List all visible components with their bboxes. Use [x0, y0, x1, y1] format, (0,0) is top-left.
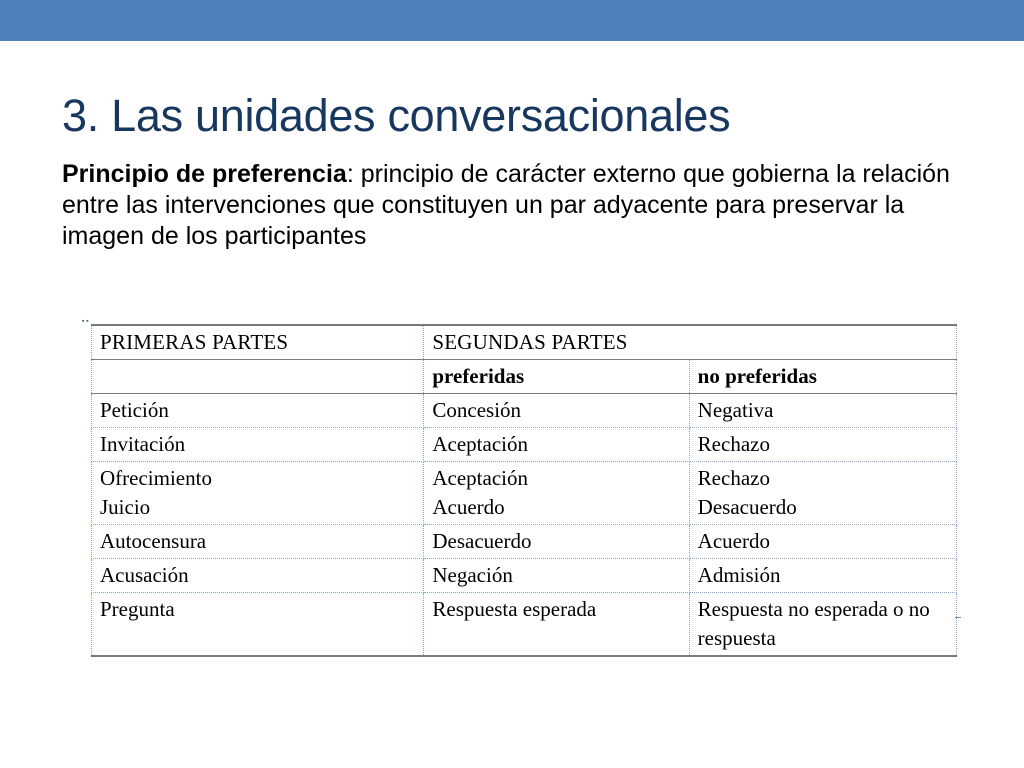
preferred-cell: Negación	[424, 559, 689, 593]
table-row	[92, 525, 957, 559]
table-row	[92, 428, 957, 462]
header-first-parts: PRIMERAS PARTES	[92, 325, 424, 360]
not-preferred-cell: Rechazo	[689, 428, 956, 462]
definition-paragraph	[62, 159, 982, 252]
preferred-cell: Respuesta esperada	[424, 593, 689, 657]
not-preferred-line: Rechazo	[697, 466, 770, 490]
first-part-cell: Invitación	[92, 428, 424, 462]
definition-term: Principio de preferencia	[62, 160, 347, 188]
table-row	[92, 593, 957, 657]
not-preferred-cell: Respuesta no esperada o no respuesta	[689, 593, 956, 657]
preference-table	[91, 324, 957, 657]
slide-title: 3. Las unidades conversacionales	[62, 90, 731, 141]
not-preferred-line: Desacuerdo	[697, 495, 797, 519]
header-second-parts: SEGUNDAS PARTES	[424, 325, 957, 360]
first-part-line: Ofrecimiento	[100, 466, 212, 490]
first-part-cell: Petición	[92, 394, 424, 428]
table-header-row	[92, 325, 957, 360]
top-accent-bar	[0, 0, 1024, 41]
table-row	[92, 559, 957, 593]
preferred-line: Aceptación	[432, 466, 528, 490]
subheader-not-preferred: no preferidas	[689, 360, 956, 394]
preferred-cell	[424, 462, 689, 525]
first-part-cell: Autocensura	[92, 525, 424, 559]
preferred-cell: Desacuerdo	[424, 525, 689, 559]
definition-text: : principio de carácter externo que gobierna la relación entre las intervenciones que constituyen un par adyacente para preservar la imagen de los participantes	[62, 160, 950, 250]
first-part-cell: Acusación	[92, 559, 424, 593]
table-handle-icon: ▪▪	[81, 318, 90, 326]
not-preferred-cell: Admisión	[689, 559, 956, 593]
table-subheader-row	[92, 360, 957, 394]
preferred-line: Acuerdo	[432, 495, 505, 519]
subheader-preferred: preferidas	[424, 360, 689, 394]
not-preferred-cell: Acuerdo	[689, 525, 956, 559]
subheader-empty-cell	[92, 360, 424, 394]
first-part-cell	[92, 462, 424, 525]
first-part-line: Juicio	[100, 495, 151, 519]
not-preferred-cell: Negativa	[689, 394, 956, 428]
first-part-cell: Pregunta	[92, 593, 424, 657]
table-corner-mark	[955, 617, 961, 618]
not-preferred-cell	[689, 462, 956, 525]
preferred-cell: Concesión	[424, 394, 689, 428]
preferred-cell: Aceptación	[424, 428, 689, 462]
table-row	[92, 462, 957, 525]
table-row	[92, 394, 957, 428]
